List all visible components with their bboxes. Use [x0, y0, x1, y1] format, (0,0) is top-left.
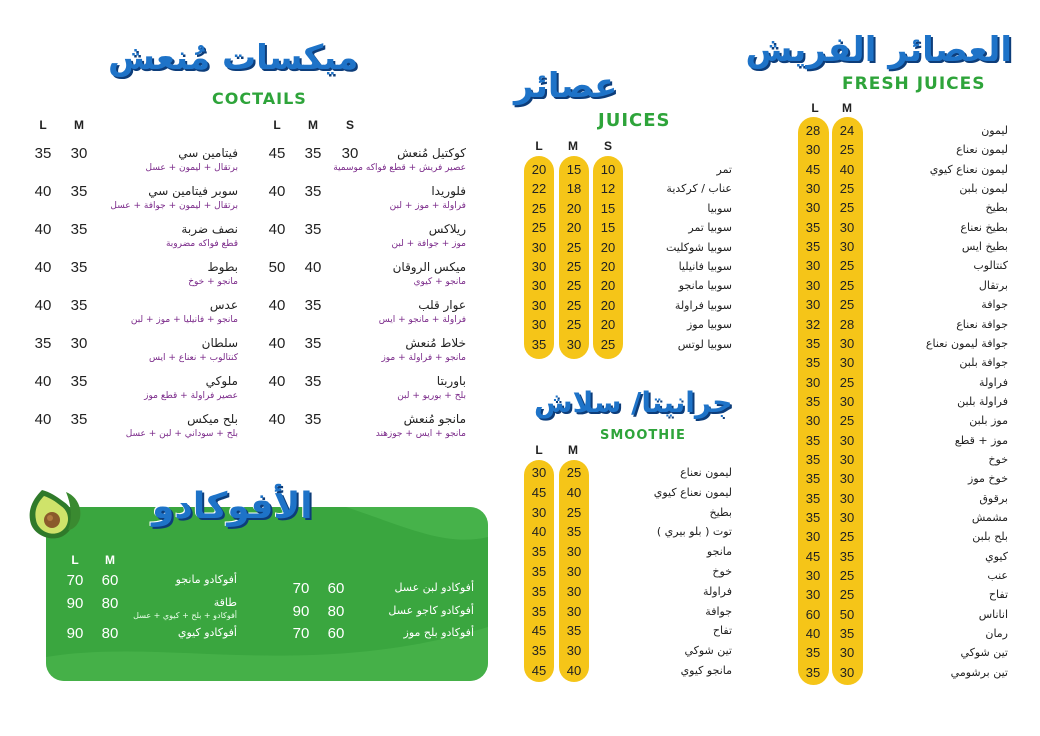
avocado-price-m: 80: [101, 625, 119, 642]
smoothie-item-name: مانجو: [706, 545, 732, 559]
cocktails-title-en: COCTAILS: [212, 89, 307, 108]
fresh-price-m: 28: [839, 316, 855, 332]
fresh-price-l: 28: [805, 123, 821, 138]
fresh-price-m: 25: [839, 277, 855, 293]
cocktail-item-ingredients: عصير فراولة + قطع موز: [144, 391, 238, 401]
juices-price-m: 25: [566, 297, 582, 313]
cocktail-item-ingredients: مانجو + فراولة + موز: [381, 353, 466, 363]
cocktail-price-m: 35: [304, 411, 322, 428]
cocktail-item-ingredients: برتقال + ليمون + جوافة + عسل: [110, 201, 238, 211]
juices-item-name: سوبيا فانيليا: [678, 260, 732, 273]
cocktail-item-name: ريلاكس: [428, 222, 466, 236]
fresh-item-name: فراولة: [979, 375, 1008, 389]
juices-price-m: 18: [566, 181, 582, 197]
fresh-hdr-l: L: [811, 101, 819, 115]
cocktails-right-hdr-m: M: [308, 118, 318, 132]
cocktail-price-m: 35: [304, 183, 322, 200]
fresh-price-l: 30: [805, 413, 821, 429]
fresh-juices-title-ar: العصائر الفريش: [745, 30, 1012, 70]
fresh-price-l: 35: [805, 219, 821, 235]
fresh-price-m: 30: [839, 451, 855, 467]
juices-price-m: 15: [566, 162, 582, 177]
cocktail-item-name: ميكس الروقان: [392, 260, 466, 274]
smoothie-price-l: 45: [531, 484, 547, 500]
cocktail-item-name: فيتامين سي: [178, 146, 238, 160]
fresh-price-m: 30: [839, 219, 855, 235]
cocktail-price-m: 35: [304, 297, 322, 314]
cocktail-item-ingredients: مانجو + كيوي: [413, 277, 466, 287]
fresh-price-m: 30: [839, 664, 855, 680]
cocktail-price-l: 40: [268, 183, 286, 200]
fresh-price-m: 30: [839, 393, 855, 409]
fresh-price-m: 30: [839, 471, 855, 487]
juices-price-s: 20: [600, 239, 616, 255]
cocktail-price-m: 40: [304, 259, 322, 276]
fresh-item-name: ليمون نعناع كيوي: [929, 162, 1008, 176]
avocado-price-l: 70: [292, 625, 310, 642]
fresh-price-l: 35: [805, 645, 821, 661]
smoothie-hdr-l: L: [535, 443, 543, 457]
cocktail-item-ingredients: قطع فواكه مضروبة: [165, 239, 238, 249]
fresh-price-m: 25: [839, 374, 855, 390]
cocktails-right-hdr-l: L: [273, 118, 281, 132]
juices-item-name: سوبيا: [707, 201, 732, 215]
cocktail-price-l: 40: [268, 335, 286, 352]
fresh-price-m: 30: [839, 490, 855, 506]
juices-item-name: سوبيا لوتس: [677, 337, 732, 351]
cocktail-price-m: 35: [70, 297, 88, 314]
smoothie-price-m: 30: [566, 603, 582, 619]
avocado-price-m: 60: [327, 580, 345, 597]
cocktail-item-ingredients: برتقال + ليمون + عسل: [145, 163, 238, 173]
fresh-price-l: 35: [805, 510, 821, 525]
fresh-item-name: برقوق: [979, 491, 1008, 505]
cocktail-item-ingredients: فراولة + مانجو + ايس: [378, 315, 466, 325]
fresh-price-l: 45: [805, 548, 821, 564]
fresh-item-name: بطيخ ايس: [961, 240, 1008, 254]
smoothie-item-name: تين شوكي: [684, 644, 732, 658]
juices-price-s: 20: [600, 317, 616, 333]
fresh-price-l: 30: [805, 297, 821, 313]
juices-item-name: سوبيا مانجو: [678, 279, 732, 293]
avocado-item-name: أفوكادو بلح موز: [403, 626, 474, 639]
smoothie-price-m: 30: [566, 564, 582, 579]
fresh-price-l: 30: [805, 200, 821, 216]
cocktail-item-name: بطوط: [207, 260, 238, 274]
juices-price-m: 25: [566, 259, 582, 274]
avocado-left-hdr-m: M: [105, 553, 115, 567]
avocado-panel: [46, 507, 488, 681]
fresh-item-name: جوافة نعناع: [956, 317, 1008, 331]
cocktail-item-name: باوربتا: [436, 374, 466, 388]
smoothie-title-en: SMOOTHIE: [600, 428, 686, 443]
juices-price-l: 30: [531, 278, 547, 294]
avocado-price-l: 70: [292, 580, 310, 597]
juices-price-s: 20: [600, 278, 616, 294]
fresh-price-l: 32: [805, 316, 821, 332]
fresh-item-name: مشمش: [971, 511, 1008, 524]
juices-price-s: 20: [600, 259, 616, 274]
smoothie-price-m: 30: [566, 544, 582, 560]
fresh-hdr-m: M: [842, 101, 852, 115]
juices-price-l: 22: [531, 181, 547, 197]
fresh-item-name: جوافة ليمون نعناع: [925, 336, 1008, 350]
fresh-price-l: 45: [805, 161, 821, 177]
juices-price-l: 30: [531, 317, 547, 333]
juices-price-s: 25: [600, 336, 616, 352]
juices-hdr-s: S: [603, 139, 612, 153]
fresh-item-name: اناناس: [978, 607, 1008, 621]
fresh-price-m: 25: [839, 181, 855, 197]
fresh-item-name: موز + قطع: [954, 433, 1008, 447]
juices-price-l: 30: [531, 259, 547, 274]
cocktail-item-name: نصف ضربة: [181, 222, 238, 236]
fresh-price-l: 35: [805, 490, 821, 506]
avocado-price-l: 90: [66, 625, 84, 642]
fresh-item-name: خوخ موز: [968, 472, 1008, 486]
avocado-item-ingredients: أفوكادو + بلح + كيوي + عسل: [133, 611, 237, 620]
cocktail-price-m: 30: [70, 335, 88, 352]
juices-item-name: سوبيا تمر: [688, 221, 732, 235]
fresh-item-name: عنب: [987, 569, 1008, 583]
cocktail-item-name: كوكتيل مُنعش: [397, 146, 466, 160]
cocktail-price-l: 40: [268, 221, 286, 238]
juices-item-name: عناب / كركدية: [666, 182, 732, 196]
cocktails-title-ar: ميكسات مُنعش: [108, 38, 359, 78]
cocktail-item-name: خلاط مُنعش: [405, 336, 466, 350]
fresh-price-l: 40: [805, 626, 821, 642]
fresh-item-name: بطيخ: [985, 201, 1008, 215]
avocado-price-l: 70: [66, 572, 84, 589]
cocktail-price-m: 35: [70, 259, 88, 276]
smoothie-item-name: توت ( بلو بيري ): [656, 525, 732, 539]
cocktail-price-l: 40: [268, 373, 286, 390]
juices-item-name: سوبيا شوكليت: [665, 240, 732, 254]
fresh-price-l: 35: [805, 432, 821, 448]
fresh-price-l: 30: [805, 568, 821, 584]
cocktails-right-hdr-s: S: [345, 118, 354, 132]
fresh-price-m: 25: [839, 587, 855, 603]
smoothie-price-l: 35: [531, 564, 547, 579]
smoothie-price-m: 30: [566, 583, 582, 599]
cocktail-price-l: 40: [34, 411, 52, 428]
smoothie-price-l: 35: [531, 603, 547, 619]
fresh-item-name: فراولة بلبن: [957, 394, 1008, 408]
cocktail-item-name: سوبر فيتامين سي: [148, 184, 238, 198]
juices-price-m: 20: [566, 200, 582, 216]
fresh-item-name: تفاح: [988, 588, 1008, 602]
cocktail-price-l: 35: [34, 335, 52, 352]
cocktail-item-name: عدس: [209, 298, 238, 312]
smoothie-item-name: فراولة: [703, 584, 732, 598]
smoothie-item-name: جوافة: [705, 604, 732, 618]
avocado-price-l: 90: [66, 595, 84, 612]
juices-title-en: JUICES: [598, 110, 671, 131]
juices-item-name: تمر: [716, 163, 732, 176]
fresh-price-l: 30: [805, 181, 821, 197]
fresh-price-l: 60: [805, 606, 821, 622]
cocktail-price-m: 35: [70, 221, 88, 238]
juices-price-l: 30: [531, 239, 547, 255]
fresh-price-l: 30: [805, 529, 821, 545]
smoothie-item-name: مانجو كيوي: [680, 664, 732, 677]
smoothie-title-ar: جرانيتا/ سلاش: [534, 386, 733, 419]
avocado-price-m: 80: [101, 595, 119, 612]
smoothie-item-name: تفاح: [712, 624, 732, 638]
juices-price-m: 20: [566, 220, 582, 236]
smoothie-item-name: ليمون نعناع: [680, 466, 732, 479]
fresh-price-l: 35: [805, 393, 821, 409]
fresh-price-m: 30: [839, 432, 855, 448]
fresh-price-m: 24: [839, 123, 855, 138]
cocktail-price-m: 30: [70, 145, 88, 162]
cocktail-item-name: سلطان: [201, 336, 238, 350]
avocado-icon: [24, 486, 84, 546]
juices-price-m: 25: [566, 239, 582, 255]
cocktail-price-m: 35: [70, 373, 88, 390]
juices-price-l: 30: [531, 297, 547, 313]
fresh-price-l: 30: [805, 142, 821, 158]
cocktail-item-name: مانجو مُنعش: [403, 412, 466, 426]
cocktail-item-ingredients: بلح + بوريو + لبن: [397, 391, 466, 401]
cocktail-price-l: 40: [34, 297, 52, 314]
smoothie-price-m: 25: [566, 504, 582, 520]
fresh-price-m: 30: [839, 335, 855, 351]
fresh-item-name: تين برشومي: [950, 665, 1008, 679]
smoothie-price-m: 40: [566, 484, 582, 500]
smoothie-item-name: ليمون نعناع كيوي: [653, 485, 732, 499]
fresh-item-name: ليمون نعناع: [956, 143, 1008, 157]
juices-hdr-m: M: [568, 139, 578, 153]
cocktail-price-m: 35: [70, 183, 88, 200]
fresh-item-name: خوخ: [988, 452, 1008, 466]
smoothie-price-m: 35: [566, 623, 582, 639]
fresh-price-m: 25: [839, 568, 855, 584]
cocktail-price-l: 40: [268, 411, 286, 428]
fresh-price-m: 25: [839, 413, 855, 429]
smoothie-price-m: 25: [566, 465, 582, 480]
fresh-price-l: 35: [805, 451, 821, 467]
fresh-item-name: ليمون: [981, 124, 1008, 137]
avocado-item-name: طاقة: [213, 596, 237, 609]
cocktail-price-l: 40: [34, 183, 52, 200]
avocado-item-name: أفوكادو لبن عسل: [394, 581, 474, 594]
fresh-item-name: كنتالوب: [973, 259, 1008, 273]
cocktail-price-l: 40: [34, 373, 52, 390]
fresh-price-m: 25: [839, 258, 855, 274]
smoothie-price-l: 40: [531, 524, 547, 540]
juices-price-s: 15: [600, 220, 616, 236]
fresh-item-name: جوافة: [981, 298, 1008, 312]
fresh-price-m: 30: [839, 645, 855, 661]
cocktail-price-s: 30: [341, 145, 359, 162]
fresh-price-l: 35: [805, 664, 821, 680]
juices-price-s: 15: [600, 200, 616, 216]
fresh-price-m: 25: [839, 142, 855, 158]
juices-price-m: 25: [566, 317, 582, 333]
juices-price-s: 12: [600, 181, 616, 197]
cocktails-left-hdr-m: M: [74, 118, 84, 132]
cocktail-price-l: 40: [34, 259, 52, 276]
fresh-price-l: 35: [805, 335, 821, 351]
fresh-price-l: 30: [805, 587, 821, 603]
smoothie-hdr-m: M: [568, 443, 578, 457]
avocado-price-m: 60: [327, 625, 345, 642]
cocktail-price-m: 35: [70, 411, 88, 428]
cocktail-price-m: 35: [304, 145, 322, 162]
cocktail-item-ingredients: بلح + سوداني + لبن + عسل: [125, 429, 238, 439]
juices-price-l: 25: [531, 220, 547, 236]
smoothie-price-l: 35: [531, 643, 547, 659]
cocktail-price-l: 50: [268, 259, 286, 276]
juices-price-m: 25: [566, 278, 582, 294]
fresh-price-m: 30: [839, 510, 855, 525]
fresh-price-m: 35: [839, 626, 855, 642]
juices-item-name: سوبيا موز: [686, 318, 732, 332]
cocktail-price-m: 35: [304, 373, 322, 390]
cocktail-item-ingredients: عصير فريش + قطع فواكه موسمية: [333, 163, 466, 173]
avocado-price-l: 90: [292, 602, 310, 620]
fresh-price-m: 50: [839, 606, 855, 622]
fresh-price-m: 35: [839, 548, 855, 564]
cocktails-left-hdr-l: L: [39, 118, 47, 132]
fresh-price-l: 35: [805, 471, 821, 487]
avocado-left-hdr-l: L: [71, 553, 79, 567]
fresh-price-m: 30: [839, 355, 855, 371]
fresh-price-m: 25: [839, 297, 855, 313]
fresh-price-l: 35: [805, 239, 821, 255]
cocktail-price-l: 40: [34, 221, 52, 238]
avocado-item-name: أفوكادو كاجو عسل: [388, 603, 474, 617]
fresh-juices-title-en: FRESH JUICES: [842, 74, 986, 94]
smoothie-price-l: 35: [531, 583, 547, 599]
fresh-item-name: جوافة بلبن: [959, 356, 1008, 370]
fresh-item-name: موز بلبن: [969, 414, 1008, 428]
fresh-price-l: 30: [805, 258, 821, 274]
avocado-price-m: 80: [327, 602, 345, 620]
cocktail-item-ingredients: موز + جوافة + لبن: [391, 239, 466, 249]
cocktail-price-l: 40: [268, 297, 286, 314]
cocktail-price-l: 35: [34, 145, 52, 162]
juices-price-s: 10: [600, 162, 616, 177]
cocktail-item-name: بلح ميكس: [187, 412, 238, 426]
cocktail-price-m: 35: [304, 221, 322, 238]
smoothie-item-name: بطيخ: [709, 505, 732, 519]
juices-price-l: 20: [531, 162, 547, 177]
fresh-price-m: 40: [839, 161, 855, 177]
avocado-item-name: أفوكادو مانجو: [175, 573, 237, 586]
fresh-price-l: 30: [805, 277, 821, 293]
smoothie-price-m: 30: [566, 643, 582, 659]
juices-price-l: 25: [531, 200, 547, 216]
fresh-price-m: 25: [839, 529, 855, 545]
smoothie-price-l: 30: [531, 504, 547, 520]
juices-price-m: 30: [566, 336, 582, 352]
cocktail-item-name: فلوريدا: [431, 184, 466, 198]
smoothie-price-m: 40: [566, 663, 582, 678]
juices-item-name: سوبيا فراولة: [674, 298, 732, 312]
smoothie-price-m: 35: [566, 524, 582, 540]
juices-price-l: 35: [531, 336, 547, 352]
cocktail-item-name: عوار قلب: [418, 298, 466, 312]
fresh-price-m: 25: [839, 200, 855, 216]
fresh-price-l: 30: [805, 374, 821, 390]
smoothie-item-name: خوخ: [712, 565, 732, 578]
juices-price-s: 20: [600, 297, 616, 313]
cocktail-item-ingredients: كنتالوب + نعناع + ايس: [148, 353, 238, 363]
panel-wave-decoration: [46, 507, 488, 681]
fresh-price-m: 30: [839, 239, 855, 255]
avocado-item-name: أفوكادو كيوي: [177, 626, 237, 639]
cocktail-item-ingredients: مانجو + خوخ: [188, 277, 238, 287]
smoothie-price-l: 45: [531, 663, 547, 678]
cocktail-price-m: 35: [304, 335, 322, 352]
cocktail-item-ingredients: مانجو + فانيليا + موز + لبن: [130, 315, 238, 325]
fresh-item-name: ليمون بلبن: [959, 182, 1008, 196]
fresh-item-name: بطيخ نعناع: [960, 220, 1008, 234]
avocado-title-ar: الأفوكادو: [152, 486, 313, 527]
fresh-item-name: بلح بلبن: [972, 530, 1008, 544]
cocktail-price-l: 45: [268, 145, 286, 162]
fresh-price-l: 35: [805, 355, 821, 371]
smoothie-price-l: 45: [531, 623, 547, 639]
avocado-price-m: 60: [101, 572, 119, 589]
cocktail-item-ingredients: فراولة + موز + لبن: [389, 201, 466, 211]
fresh-item-name: تين شوكي: [960, 646, 1008, 660]
fresh-item-name: برتقال: [978, 278, 1008, 292]
cocktail-item-name: ملوكي: [205, 374, 238, 388]
fresh-item-name: كيوي: [985, 549, 1008, 563]
juices-title-ar: عصائر: [514, 66, 618, 106]
juices-hdr-l: L: [535, 139, 543, 153]
smoothie-price-l: 35: [531, 544, 547, 560]
cocktail-item-ingredients: مانجو + ايس + جوزهند: [375, 429, 466, 439]
smoothie-price-l: 30: [531, 465, 547, 480]
fresh-item-name: رمان: [985, 627, 1008, 641]
